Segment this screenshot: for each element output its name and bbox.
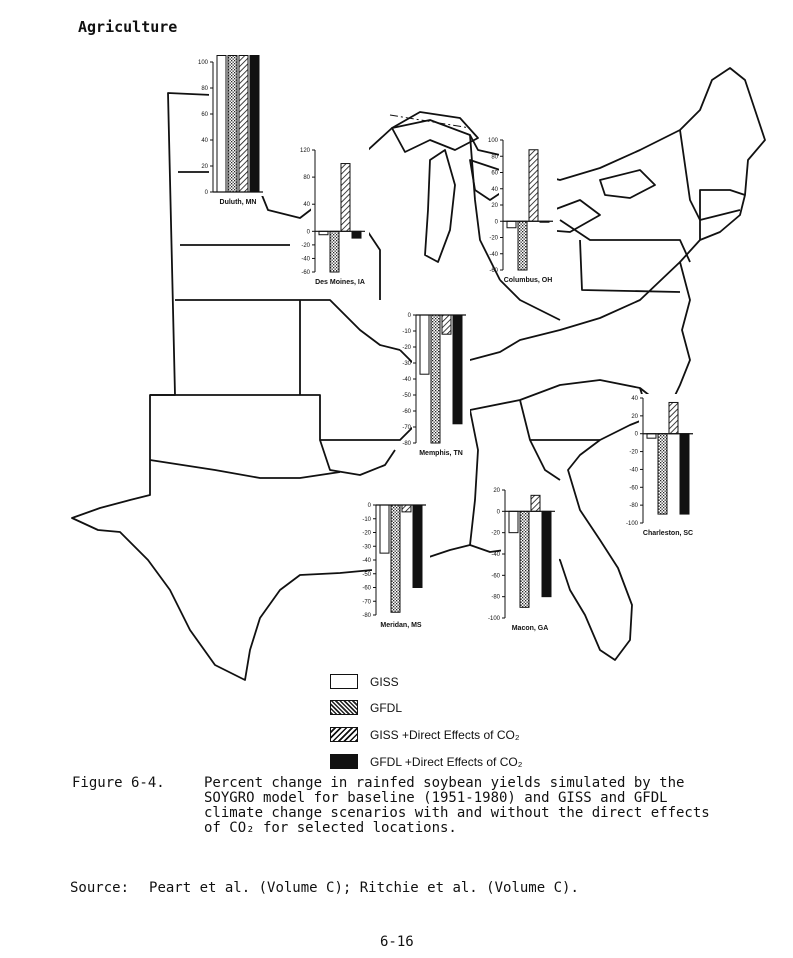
bar-giss-co2 — [341, 164, 350, 232]
chart-title: Columbus, OH — [503, 277, 553, 284]
legend-label-giss-co2: GISS +Direct Effects of CO₂ — [370, 727, 520, 742]
chart-title: Duluth, MN — [219, 199, 257, 206]
y-tick-label: -40 — [629, 467, 638, 474]
page-number: 6-16 — [380, 934, 414, 950]
y-tick-label: -80 — [491, 594, 500, 601]
bar-giss-co2 — [402, 505, 411, 512]
bar-gfdl-co2 — [453, 315, 462, 424]
y-tick-label: 0 — [407, 313, 411, 319]
y-tick-label: 0 — [306, 229, 310, 236]
bar-chart-4 — [626, 394, 697, 537]
bar-gfdl — [228, 56, 237, 193]
legend-label-gfdl-co2: GFDL +Direct Effects of CO₂ — [370, 754, 523, 769]
bar-giss — [509, 511, 518, 532]
y-tick-label: -20 — [491, 530, 500, 537]
y-tick-label: 40 — [631, 396, 638, 402]
chart-title: Charleston, SC — [642, 530, 694, 537]
bar-chart-0 — [198, 56, 267, 207]
bar-gfdl-co2 — [250, 56, 259, 193]
y-tick-label: -50 — [402, 393, 411, 399]
y-tick-label: -80 — [402, 441, 411, 447]
y-tick-label: -80 — [629, 503, 638, 510]
bar-chart-1 — [300, 146, 369, 286]
bar-chart-6 — [362, 501, 430, 629]
chart-title: Macon, GA — [511, 625, 549, 632]
bar-gfdl-co2 — [413, 505, 422, 588]
y-tick-label: -80 — [362, 613, 371, 619]
legend-label-giss: GISS — [370, 674, 399, 689]
y-tick-label: 20 — [493, 488, 500, 494]
source-line — [70, 880, 579, 896]
figure-caption-label: Figure 6-4. — [72, 775, 165, 791]
y-tick-label: 0 — [496, 509, 500, 516]
y-tick-label: -60 — [362, 585, 371, 592]
y-tick-label: -10 — [402, 329, 411, 335]
chart-background — [499, 136, 557, 274]
y-tick-label: 80 — [201, 86, 208, 92]
chart-title: Memphis, TN — [419, 450, 463, 457]
y-tick-label: 0 — [494, 219, 498, 226]
y-tick-label: 40 — [491, 186, 498, 193]
bar-giss — [380, 505, 389, 553]
legend-swatch-gfdl-co2 — [330, 754, 358, 769]
bar-gfdl — [518, 221, 527, 270]
y-tick-label: -30 — [362, 544, 371, 551]
y-tick-label: 80 — [491, 154, 498, 161]
bar-chart-5 — [488, 486, 559, 632]
legend-item-gfdl — [330, 700, 402, 715]
y-tick-label: -60 — [489, 268, 498, 274]
y-tick-label: 80 — [303, 175, 310, 182]
chart-background — [311, 146, 369, 276]
y-tick-label: -40 — [362, 558, 371, 564]
y-tick-label: 100 — [197, 60, 208, 66]
legend-swatch-giss — [330, 674, 358, 689]
bar-giss-co2 — [669, 402, 678, 433]
legend-swatch-giss-co2 — [330, 727, 358, 742]
y-tick-label: -20 — [629, 449, 638, 456]
y-tick-label: 20 — [491, 203, 498, 209]
bar-chart-2 — [488, 136, 557, 284]
y-tick-label: 100 — [487, 138, 498, 144]
y-tick-label: 20 — [201, 164, 208, 170]
y-tick-label: -20 — [489, 235, 498, 242]
bar-giss-co2 — [529, 150, 538, 222]
y-tick-label: -20 — [402, 345, 411, 351]
y-tick-label: 60 — [491, 170, 498, 177]
y-tick-label: -60 — [491, 573, 500, 580]
y-tick-label: -40 — [402, 377, 411, 383]
bar-charts — [198, 56, 697, 633]
bar-gfdl — [520, 511, 529, 607]
y-tick-label: 20 — [631, 413, 638, 420]
chart-title: Des Moines, IA — [315, 279, 365, 286]
y-tick-label: -70 — [402, 425, 411, 431]
bar-gfdl — [431, 315, 440, 443]
legend-label-gfdl: GFDL — [370, 700, 403, 715]
y-tick-label: -20 — [362, 530, 371, 537]
bar-giss-co2 — [442, 315, 451, 334]
y-tick-label: -50 — [362, 571, 371, 578]
bar-gfdl-co2 — [542, 511, 551, 596]
y-tick-label: 120 — [299, 148, 310, 154]
y-tick-label: 40 — [201, 138, 208, 144]
bar-gfdl-co2 — [352, 231, 361, 238]
section-heading: Agriculture — [78, 18, 178, 36]
bar-gfdl — [658, 434, 667, 514]
bar-giss — [420, 315, 429, 374]
bar-gfdl — [391, 505, 400, 612]
y-tick-label: -10 — [362, 516, 371, 523]
y-tick-label: -60 — [301, 270, 310, 276]
y-tick-label: 60 — [201, 112, 208, 118]
y-tick-label: -70 — [362, 599, 371, 606]
y-tick-label: 0 — [634, 431, 638, 438]
figure-caption-text: Percent change in rainfed soybean yields simulated by the SOYGRO model for baseline (1951-1980) and GISS and GFDL climate change scenarios with and without the direct effects of CO₂ for selected locations. — [204, 775, 710, 836]
legend-swatch-gfdl — [330, 700, 358, 715]
y-tick-label: -100 — [625, 521, 638, 527]
y-tick-label: -40 — [491, 552, 500, 558]
y-tick-label: 0 — [367, 503, 371, 509]
bar-giss — [647, 434, 656, 438]
y-tick-label: -100 — [487, 616, 500, 622]
bar-giss-co2 — [531, 495, 540, 511]
legend-item-giss-co2 — [330, 727, 519, 742]
bar-giss-co2 — [239, 56, 248, 193]
legend-item-giss — [330, 674, 399, 689]
y-tick-label: -60 — [402, 409, 411, 415]
y-tick-label: -40 — [301, 256, 310, 263]
source-label: Source: — [70, 880, 130, 896]
y-tick-label: 40 — [303, 202, 310, 209]
source-text: Peart et al. (Volume C); Ritchie et al. (Volume C). — [149, 880, 579, 896]
legend-item-gfdl-co2 — [330, 754, 522, 769]
y-tick-label: 0 — [204, 190, 208, 196]
bar-giss — [217, 56, 226, 193]
chart-title: Meridan, MS — [380, 622, 422, 629]
y-tick-label: -60 — [629, 485, 638, 492]
y-tick-label: -40 — [489, 251, 498, 258]
bar-giss — [507, 221, 516, 228]
bar-gfdl — [330, 231, 339, 272]
bar-chart-3 — [402, 311, 470, 457]
bar-gfdl-co2 — [680, 434, 689, 514]
y-tick-label: -20 — [301, 242, 310, 249]
y-tick-label: -30 — [402, 361, 411, 367]
